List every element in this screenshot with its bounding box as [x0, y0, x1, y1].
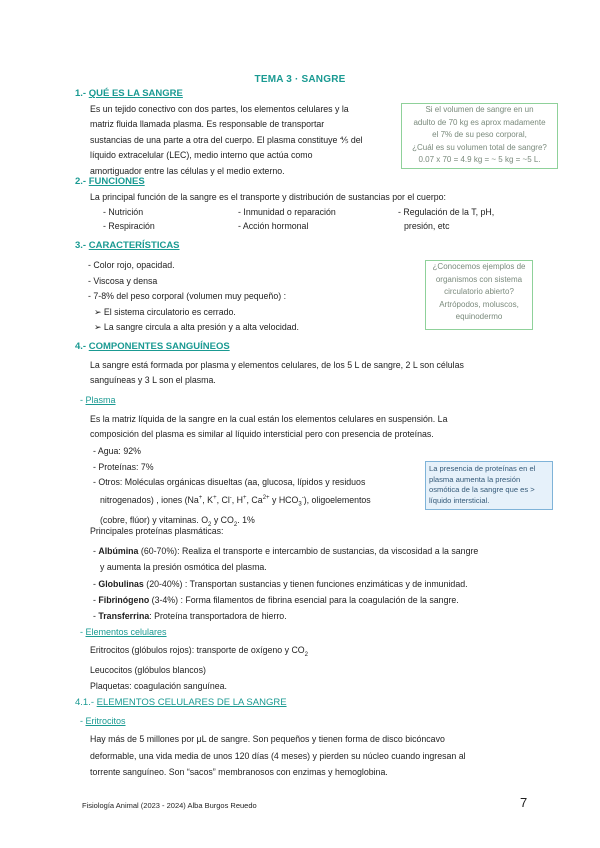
page-footer: Fisiología Animal (2023 - 2024) Alba Burgos Reuedo	[82, 801, 257, 810]
text-line: sanguíneas y 3 L son el plasma.	[90, 375, 216, 386]
arrow-item	[88, 320, 299, 336]
functions-column-1	[103, 205, 155, 233]
text-line: Es un tejido conectivo con dos partes, los elementos celulares y la	[90, 104, 349, 114]
plasma-proteins-intro: Principales proteínas plasmáticas:	[90, 526, 224, 536]
section-3-heading	[75, 240, 180, 251]
list-item-cont	[93, 491, 371, 513]
plasma-body	[90, 412, 447, 443]
text-run: , H	[231, 494, 244, 505]
cells-heading	[80, 627, 167, 637]
superscript: +	[243, 494, 247, 501]
note-line: 0.07 x 70 = 4.9 kg = ~ 5 kg = ~5 L.	[418, 155, 541, 165]
note-line: adulto de 70 kg es aprox madamente	[413, 117, 546, 127]
section-3-number: 3.-	[75, 240, 87, 251]
note-line: líquido intersticial.	[429, 495, 490, 505]
erythrocytes-body	[90, 731, 466, 781]
note-line: La presencia de proteínas en el	[429, 464, 536, 473]
text-run: y HCO	[269, 494, 299, 505]
arrow-item-text: El sistema circulatorio es cerrado.	[103, 306, 236, 317]
note-line: ¿Cuál es su volumen total de sangre?	[412, 142, 547, 152]
erythrocytes-title: Eritrocitos	[85, 716, 126, 726]
functions-column-2	[238, 205, 336, 233]
plasma-composition	[93, 444, 371, 533]
subscript: 2	[304, 651, 308, 658]
section-4-body	[90, 358, 464, 389]
section-4-number: 4.-	[75, 341, 87, 352]
plasma-heading	[80, 395, 116, 405]
text-line: Es la matriz líquida de la sangre en la cual están los elementos celulares en suspensión. La	[90, 414, 448, 424]
section-4-1-number: 4.1.-	[75, 697, 95, 708]
list-item: - Viscosa y densa	[88, 275, 158, 286]
protein-desc: (60-70%): Realiza el transporte e intercambio de sustancias, da viscosidad a la sangre	[138, 546, 479, 556]
protein-desc: : Proteína transportadora de hierro.	[149, 611, 287, 622]
section-1-number: 1.-	[75, 88, 87, 99]
superscript: +	[198, 494, 203, 501]
protein-item: - Transferrina: Proteína transportadora de hierro.	[93, 611, 287, 622]
function-item: - Regulación de la T, pH,	[398, 207, 495, 217]
text-line: deformable, una vida media de unos 120 días (4 meses) y pierden su núcleo cuando ingresan al	[90, 750, 466, 761]
protein-name: Fibrinógeno	[98, 594, 150, 605]
subscript: 3	[298, 501, 302, 508]
cells-title: Elementos celulares	[85, 627, 167, 637]
superscript: +	[213, 494, 217, 501]
protein-name: Globulinas	[98, 578, 144, 589]
note-line: osmótica de la sangre que es >	[429, 485, 535, 494]
erythrocytes-heading	[80, 716, 126, 726]
note-line: circulatorio abierto?	[444, 287, 514, 297]
note-line: plasma aumenta la presión	[429, 474, 521, 484]
text-run: ), oligoelementos	[303, 494, 371, 505]
section-1-body	[90, 102, 363, 179]
arrow-item-text: La sangre circula a alta presión y a alta velocidad.	[103, 322, 299, 332]
function-item: presión, etc	[404, 221, 450, 231]
text-run: , Ca	[246, 494, 263, 505]
section-4-1-heading	[75, 697, 287, 708]
text-line: sustancias de una parte a otra del cuerpo. El plasma constituye ⅘ del	[90, 134, 363, 145]
characteristics-list	[88, 258, 299, 336]
note-line: ¿Conocemos ejemplos de	[432, 262, 526, 271]
text-line: matriz fluida llamada plasma. Es responsable de transportar	[90, 119, 325, 130]
arrow-item	[88, 305, 299, 321]
cell-item: Plaquetas: coagulación sanguínea.	[90, 680, 227, 691]
protein-desc: (20-40%) : Transportan sustancias y tienen funciones enzimáticas y de inmunidad.	[143, 578, 468, 589]
section-4-title: COMPONENTES SANGUÍNEOS	[88, 341, 230, 352]
plasma-title: Plasma	[85, 395, 116, 405]
text-run: Eritrocitos (glóbulos rojos): transporte de oxígeno y CO	[90, 645, 305, 655]
section-2-heading	[75, 176, 145, 187]
section-4-1-title: ELEMENTOS CELULARES DE LA SANGRE	[96, 697, 287, 708]
section-4-heading	[75, 341, 230, 352]
section-1-heading	[75, 88, 183, 99]
subscript: 2	[233, 521, 238, 528]
protein-item: - Fibrinógeno (3-4%) : Forma filamentos de fibrina esencial para la coagulación de la sangre.	[93, 594, 459, 605]
protein-name: Transferrina	[98, 611, 150, 622]
subsection-marker: -	[80, 716, 83, 726]
subscript: 2	[208, 521, 212, 528]
protein-item: - Globulinas (20-40%) : Transportan sustancias y tienen funciones enzimáticas y de inmunidad.	[93, 578, 468, 589]
list-item: - Otros: Moléculas orgánicas disueltas (aa, glucosa, lípidos y residuos	[93, 477, 366, 488]
arrow-icon: ➢	[94, 322, 102, 332]
text-line: torrente sanguíneo. Son “sacos” membranosos con enzimas y hemoglobina.	[90, 767, 388, 777]
note-line: equinodermo	[455, 312, 503, 322]
function-item: - Inmunidad o reparación	[238, 207, 336, 217]
section-2-title: FUNCIONES	[88, 176, 145, 187]
page-number: 7	[520, 795, 528, 810]
page-title: TEMA 3 · SANGRE	[254, 74, 346, 85]
note-line: Si el volumen de sangre en un	[425, 105, 534, 114]
superscript: -	[301, 494, 304, 501]
text-run: (cobre, flúor) y vitaminas. O	[100, 515, 209, 526]
open-circulation-note	[425, 260, 533, 330]
text-line: Hay más de 5 millones por μL de sangre. Son pequeños y tienen forma de disco bicóncavo	[90, 734, 445, 744]
function-item: - Acción hormonal	[238, 221, 309, 231]
protein-desc: (3-4%) : Forma filamentos de fibrina esencial para la coagulación de la sangre.	[149, 594, 459, 605]
cell-item	[90, 643, 308, 663]
list-item: - Proteínas: 7%	[93, 461, 154, 472]
cells-list	[90, 643, 308, 694]
subsection-marker: -	[80, 395, 83, 405]
text-line: composición del plasma es similar al líquido intersticial pero con presencia de proteínas.	[90, 429, 434, 440]
arrow-icon: ➢	[94, 306, 102, 317]
cell-item: Leucocitos (glóbulos blancos)	[90, 665, 206, 676]
superscript: -	[229, 494, 232, 501]
note-line: organismos con sistema	[435, 274, 523, 284]
functions-intro: La principal función de la sangre es el transporte y distribución de sustancias por el cuerpo:	[90, 192, 446, 202]
protein-name: Albúmina	[98, 546, 139, 556]
osmotic-pressure-note	[425, 461, 553, 510]
protein-item: - Albúmina (60-70%): Realiza el transporte e intercambio de sustancias, da viscosidad a la sangre	[93, 546, 479, 556]
protein-desc-cont: y aumenta la presión osmótica del plasma.	[100, 562, 267, 573]
function-item: - Nutrición	[103, 207, 144, 217]
blood-volume-note	[401, 103, 558, 169]
superscript: 2+	[262, 494, 270, 501]
text-run: nitrogenados) , iones (Na	[100, 494, 199, 505]
section-3-title: CARACTERÍSTICAS	[88, 240, 180, 251]
text-line: líquido extracelular (LEC), medio interno que actúa como	[90, 150, 313, 161]
text-run: . 1%	[237, 515, 255, 526]
note-line: el 7% de su peso corporal,	[432, 130, 527, 140]
list-item: - 7-8% del peso corporal (volumen muy pequeño) :	[88, 291, 287, 301]
text-run: y CO	[211, 515, 234, 526]
plasma-proteins-list	[93, 543, 478, 624]
text-line: La sangre está formada por plasma y elementos celulares, de los 5 L de sangre, 2 L son células	[90, 360, 464, 370]
subsection-marker: -	[80, 627, 83, 637]
note-line: Artrópodos, moluscos,	[439, 299, 519, 309]
section-1-title: QUÉ ES LA SANGRE	[88, 88, 183, 99]
section-2-number: 2.-	[75, 176, 87, 187]
text-run: , Cl	[216, 494, 230, 505]
list-item: - Agua: 92%	[93, 446, 141, 456]
text-line: amortiguador entre las células y el medio externo.	[90, 165, 285, 176]
list-item: - Color rojo, opacidad.	[88, 260, 175, 270]
text-run: , K	[202, 494, 214, 505]
function-item: - Respiración	[103, 221, 155, 231]
functions-column-3	[398, 205, 494, 233]
